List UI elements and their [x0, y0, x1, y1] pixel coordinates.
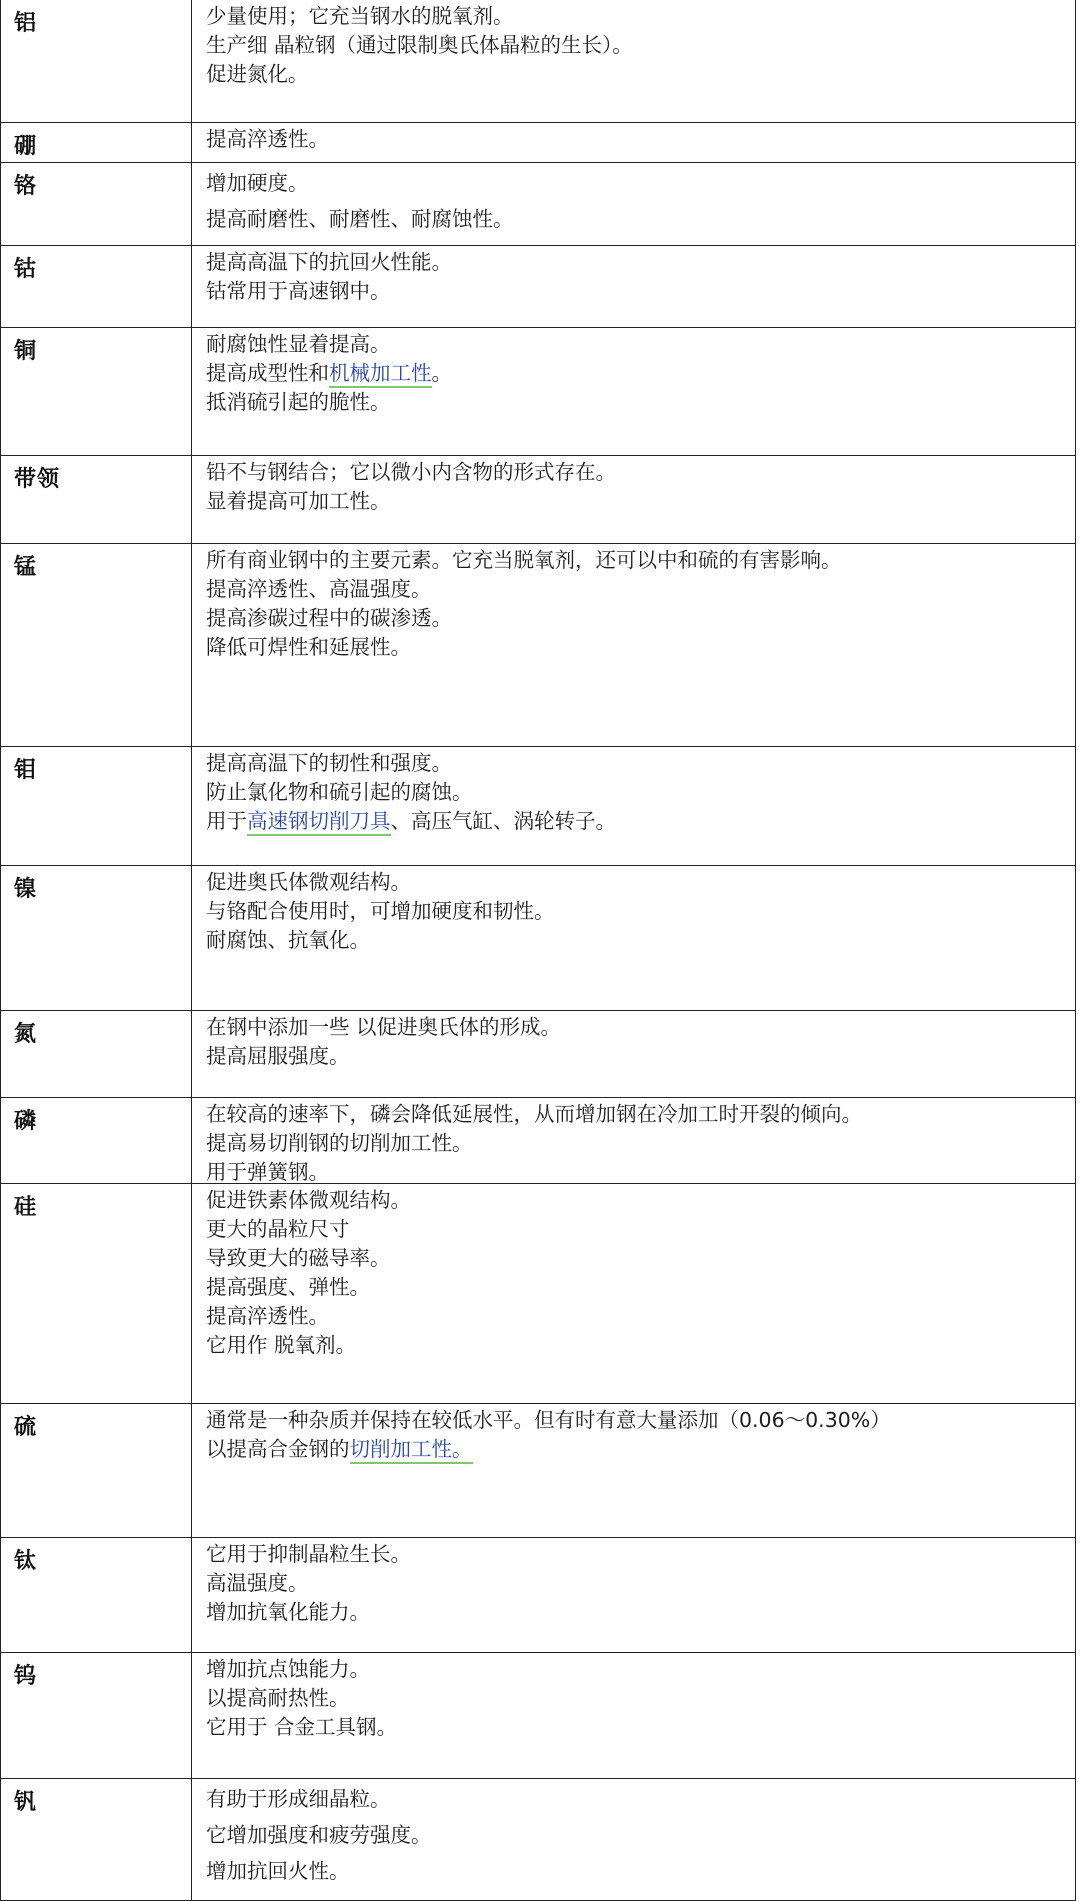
element-description — [206, 1540, 1067, 1627]
element-name: 钼 — [14, 758, 38, 783]
element-description — [206, 165, 1067, 237]
column-divider — [191, 747, 192, 865]
table-row — [0, 1098, 1076, 1184]
element-description — [206, 1186, 1067, 1360]
column-divider — [191, 1779, 192, 1900]
column-divider — [191, 1184, 192, 1403]
column-divider — [191, 866, 192, 1010]
column-divider — [191, 1538, 192, 1652]
table-row — [0, 0, 1076, 123]
description-line — [206, 807, 1067, 836]
description-line — [206, 359, 1067, 388]
element-description — [206, 330, 1067, 417]
element-name: 钨 — [14, 1664, 38, 1689]
line-text: 、高压气缸、涡轮转子。 — [390, 809, 616, 833]
element-name: 钴 — [14, 257, 38, 282]
column-divider — [191, 1404, 192, 1537]
description-line: 促进氮化。 — [206, 62, 309, 86]
element-name: 钛 — [14, 1549, 38, 1574]
element-name: 镍 — [14, 877, 38, 902]
description-line: 耐腐蚀性显着提高。 — [206, 332, 391, 356]
column-divider — [191, 246, 192, 327]
keyword-link[interactable]: 高速钢切削刀具 — [247, 809, 391, 836]
element-description — [206, 1781, 1067, 1889]
line-text: 用于 — [206, 809, 247, 833]
element-name: 铬 — [14, 174, 38, 199]
column-divider — [191, 123, 192, 162]
description-line: 提高淬透性。 — [206, 127, 329, 151]
table-row — [0, 163, 1076, 246]
description-line: 它用于抑制晶粒生长。 — [206, 1542, 411, 1566]
element-description — [206, 749, 1067, 836]
table-row — [0, 544, 1076, 747]
description-line: 增加抗回火性。 — [206, 1859, 350, 1883]
description-line: 增加硬度。 — [206, 171, 309, 195]
element-description — [206, 1406, 1067, 1464]
table-row — [0, 866, 1076, 1011]
table-row — [0, 456, 1076, 544]
description-line: 导致更大的磁导率。 — [206, 1246, 391, 1270]
element-name: 氮 — [14, 1022, 38, 1047]
description-line: 以提高耐热性。 — [206, 1686, 350, 1710]
description-line: 降低可焊性和延展性。 — [206, 635, 411, 659]
description-line: 提高淬透性、高温强度。 — [206, 577, 432, 601]
description-line: 防止氯化物和硫引起的腐蚀。 — [206, 780, 473, 804]
element-name: 铜 — [14, 339, 38, 364]
description-line: 提高易切削钢的切削加工性。 — [206, 1131, 473, 1155]
description-line: 它用于 合金工具钢。 — [206, 1715, 398, 1739]
element-name: 锰 — [14, 555, 38, 580]
table-row — [0, 1538, 1076, 1653]
element-description — [206, 1655, 1067, 1742]
column-divider — [191, 0, 192, 122]
description-line: 用于弹簧钢。 — [206, 1160, 329, 1184]
description-line: 生产细 晶粒钢（通过限制奥氏体晶粒的生长）。 — [206, 33, 633, 57]
element-name: 硫 — [14, 1415, 38, 1440]
description-line: 铅不与钢结合；它以微小内含物的形式存在。 — [206, 460, 616, 484]
description-line: 提高高温下的韧性和强度。 — [206, 751, 452, 775]
table-row — [0, 1779, 1076, 1901]
column-divider — [191, 1653, 192, 1778]
description-line: 高温强度。 — [206, 1571, 309, 1595]
description-line: 它增加强度和疲劳强度。 — [206, 1823, 432, 1847]
table-row — [0, 747, 1076, 866]
description-line: 钴常用于高速钢中。 — [206, 279, 391, 303]
column-divider — [191, 1098, 192, 1183]
description-line: 在较高的速率下，磷会降低延展性，从而增加钢在冷加工时开裂的倾向。 — [206, 1102, 862, 1126]
element-description — [206, 125, 1067, 154]
element-name: 铝 — [14, 11, 38, 36]
description-line: 提高淬透性。 — [206, 1304, 329, 1328]
table-row — [0, 1653, 1076, 1779]
line-text: 提高成型性和 — [206, 361, 329, 385]
description-line — [206, 1435, 1067, 1464]
description-line: 更大的晶粒尺寸 — [206, 1217, 350, 1241]
element-description — [206, 868, 1067, 955]
element-description — [206, 1100, 1067, 1187]
description-line: 在钢中添加一些 以促进奥氏体的形成。 — [206, 1015, 562, 1039]
keyword-link[interactable]: 机械加工性 — [329, 361, 432, 388]
description-line: 它用作 脱氧剂。 — [206, 1333, 357, 1357]
description-line: 耐腐蚀、抗氧化。 — [206, 928, 370, 952]
description-line: 提高强度、弹性。 — [206, 1275, 370, 1299]
element-name: 磷 — [14, 1109, 38, 1134]
element-description — [206, 546, 1067, 662]
description-line: 促进铁素体微观结构。 — [206, 1188, 411, 1212]
keyword-link[interactable]: 切削加工性。 — [350, 1437, 473, 1464]
description-line: 增加抗点蚀能力。 — [206, 1657, 370, 1681]
element-name: 带领 — [14, 467, 61, 492]
element-description — [206, 2, 1067, 89]
table-row — [0, 1184, 1076, 1404]
column-divider — [191, 544, 192, 746]
description-line: 通常是一种杂质并保持在较低水平。但有时有意大量添加（0.06～0.30%） — [206, 1408, 891, 1432]
line-text: 以提高合金钢的 — [206, 1437, 350, 1461]
description-line: 抵消硫引起的脆性。 — [206, 390, 391, 414]
element-name: 硅 — [14, 1195, 38, 1220]
table-row — [0, 1011, 1076, 1098]
description-line: 有助于形成细晶粒。 — [206, 1787, 391, 1811]
line-text: 。 — [431, 361, 452, 385]
element-description — [206, 248, 1067, 306]
description-line: 与铬配合使用时，可增加硬度和韧性。 — [206, 899, 555, 923]
description-line: 增加抗氧化能力。 — [206, 1600, 370, 1624]
description-line: 促进奥氏体微观结构。 — [206, 870, 411, 894]
column-divider — [191, 328, 192, 455]
column-divider — [191, 456, 192, 543]
description-line: 提高耐磨性、耐磨性、耐腐蚀性。 — [206, 207, 514, 231]
description-line: 所有商业钢中的主要元素。它充当脱氧剂，还可以中和硫的有害影响。 — [206, 548, 842, 572]
table-row — [0, 1404, 1076, 1538]
column-divider — [191, 163, 192, 245]
description-line: 提高屈服强度。 — [206, 1044, 350, 1068]
description-line: 显着提高可加工性。 — [206, 489, 391, 513]
element-description — [206, 458, 1067, 516]
table-row — [0, 328, 1076, 456]
description-line: 提高高温下的抗回火性能。 — [206, 250, 452, 274]
element-description — [206, 1013, 1067, 1071]
table-row — [0, 246, 1076, 328]
column-divider — [191, 1011, 192, 1097]
description-line: 少量使用；它充当钢水的脱氧剂。 — [206, 4, 514, 28]
description-line: 提高渗碳过程中的碳渗透。 — [206, 606, 452, 630]
element-name: 硼 — [14, 134, 38, 159]
table-row — [0, 123, 1076, 163]
element-name: 钒 — [14, 1790, 38, 1815]
